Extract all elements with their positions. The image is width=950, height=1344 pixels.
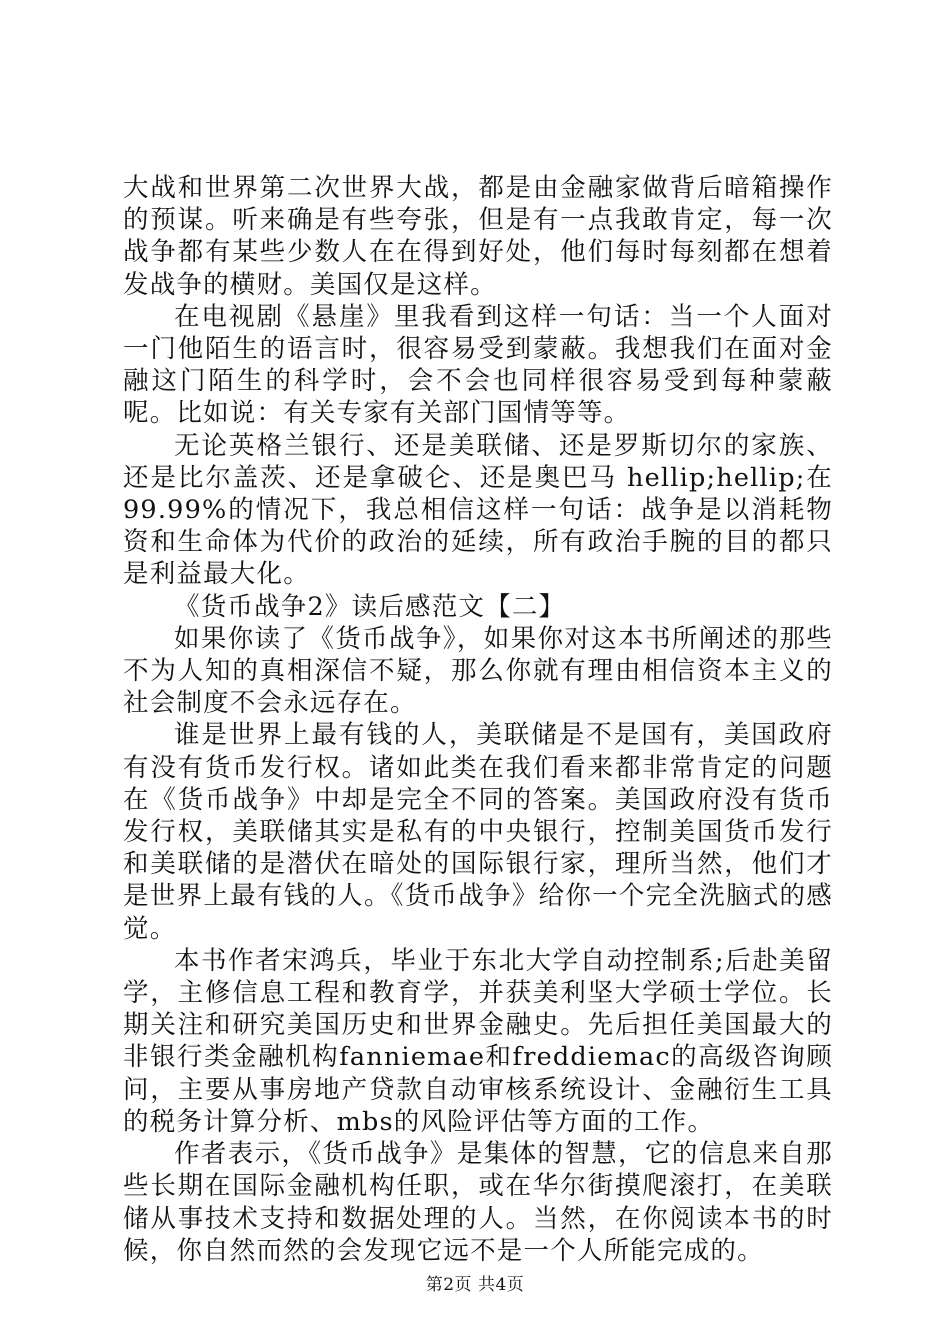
paragraph: 在电视剧《悬崖》里我看到这样一句话：当一个人面对一门他陌生的语言时，很容易受到蒙蔽。我想我们在面对金融这门陌生的科学时，会不会也同样很容易受到每种蒙蔽呢。比如说：有关专家有关部门国情等等。 [123,301,833,429]
paragraph: 谁是世界上最有钱的人，美联储是不是国有，美国政府有没有货币发行权。诸如此类在我们看来都非常肯定的问题在《货币战争》中却是完全不同的答案。美国政府没有货币发行权，美联储其实是私有的中央银行，控制美国货币发行和美联储的是潜伏在暗处的国际银行家，理所当然，他们才是世界上最有钱的人。《货币战争》给你一个完全洗脑式的感觉。 [123,720,833,944]
section-heading: 《货币战争2》读后感范文【二】 [174,591,566,622]
paragraph-continued: 大战和世界第二次世界大战，都是由金融家做背后暗箱操作的预谋。听来确是有些夸张，但是有一点我敢肯定，每一次战争都有某些少数人在在得到好处，他们每时每刻都在想着发战争的横财。美国仅是这样。 [123,173,833,300]
paragraph: 作者表示，《货币战争》是集体的智慧，它的信息来自那些长期在国际金融机构任职，或在华尔街摸爬滚打，在美联储从事技术支持和数据处理的人。当然，在你阅读本书的时候，你自然而然的会发现它远不是一个人所能完成的。 [123,1139,833,1266]
paragraph: 如果你读了《货币战争》，如果你对这本书所阐述的那些不为人知的真相深信不疑，那么你就有理由相信资本主义的社会制度不会永远存在。 [123,623,833,719]
page-number-footer: 第2页 共4页 [425,1275,525,1295]
paragraph: 本书作者宋鸿兵，毕业于东北大学自动控制系;后赴美留学，主修信息工程和教育学，并获美利坚大学硕士学位。长期关注和研究美国历史和世界金融史。先后担任美国最大的非银行类金融机构fanniemae和freddiemac的高级咨询顾问，主要从事房地产贷款自动审核系统设计、金融衍生工具的税务计算分析、mbs的风险评估等方面的工作。 [123,945,833,1137]
paragraph: 无论英格兰银行、还是美联储、还是罗斯切尔的家族、还是比尔盖茨、还是拿破仑、还是奥巴马 hellip;hellip;在99.99%的情况下，我总相信这样一句话：战争是以消耗物资和生命体为代价的政治的延续，所有政治手腕的目的都只是利益最大化。 [123,430,833,590]
document-body [123,172,833,1267]
